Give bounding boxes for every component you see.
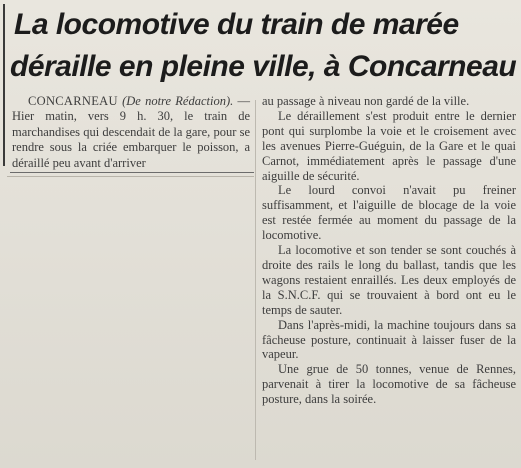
paragraph: Une grue de 50 tonnes, venue de Rennes, parvenait à tirer la locomotive de sa fâcheuse posture, dans la soirée. (262, 362, 516, 407)
paragraph: Le déraillement s'est produit entre le dernier pont qui surplombe la voie et le croisement avec les avenues Pierre-Guéguin, de la Gare et le quai Carnot, immédiatement après le passage d'une aiguille de sécurité. (262, 108, 516, 183)
article-column-left (12, 94, 250, 171)
column-end-rule-faint (7, 176, 254, 177)
lead-paragraph (12, 94, 250, 171)
column-divider (255, 100, 256, 460)
article-column-right (262, 94, 516, 407)
lead-text: — Hier matin, vers 9 h. 30, le train de marchandises qui descendait de la gare, pour se rendre sous la criée embarquer le poisson, a déraillé peu avant d'arriver (12, 94, 250, 170)
paragraph: La locomotive et son tender se sont couchés à droite des rails le long du ballast, tandis que les wagons restaient enraillés. Les deux employés de la S.N.C.F. qui se trouvaient à bord ont eu le temps de sauter. (262, 243, 516, 317)
paragraph: Dans l'après-midi, la machine toujours dans sa fâcheuse posture, continuait à laisser fuser de la vapeur. (262, 317, 516, 362)
dateline: CONCARNEAU (28, 94, 118, 108)
column-end-rule (10, 172, 254, 173)
byline-credit: (De notre Rédaction). (122, 94, 234, 108)
headline-line-1: La locomotive du train de marée (14, 8, 459, 41)
paragraph: Le lourd convoi n'avait pu freiner suffisamment, et l'aiguille de blocage de la voie est restée fermée au moment du passage de la locomotive. (262, 183, 516, 243)
headline-line-2: déraille en pleine ville, à Concarneau (10, 50, 517, 83)
headline-rule (3, 4, 5, 166)
paragraph: au passage à niveau non gardé de la ville. (262, 94, 470, 108)
